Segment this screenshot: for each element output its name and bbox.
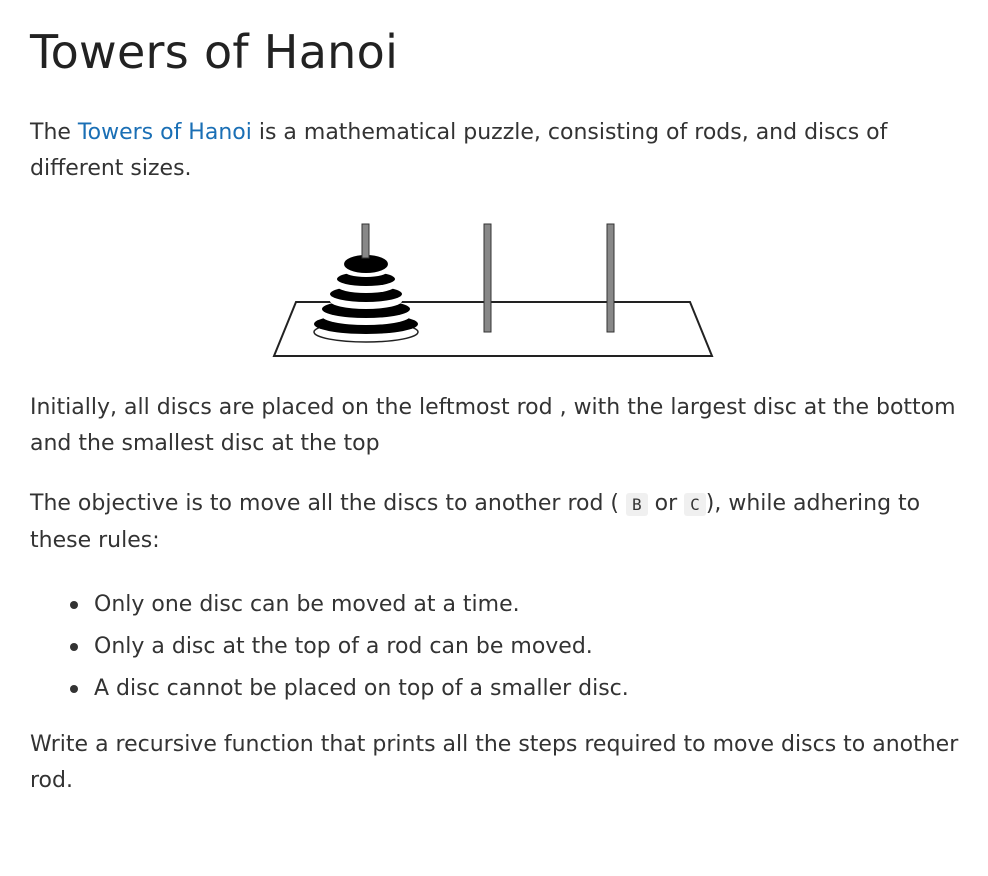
rules-list [70,584,629,710]
towers-of-hanoi-diagram [244,216,714,361]
intro-paragraph [30,115,970,187]
objective-prefix: The objective is to move all the discs to another rod ( [30,491,626,516]
objective-suffix: ), while adhering to these rules: [30,491,921,553]
rod-a-top [362,224,369,258]
rule-text: Only a disc at the top of a rod can be moved. [94,634,593,659]
intro-suffix: is a mathematical puzzle, consisting of rods, and discs of different sizes. [30,120,888,181]
rule-text: A disc cannot be placed on top of a smaller disc. [94,676,629,701]
bullet-icon [70,601,78,609]
disc-stack [314,224,418,342]
objective-middle: or [647,491,685,516]
initial-paragraph: Initially, all discs are placed on the leftmost rod , with the largest disc at the bottom and the smallest disc at the top [30,395,956,456]
bullet-icon [70,643,78,651]
objective-paragraph [30,486,970,559]
bullet-icon [70,685,78,693]
list-item [70,584,629,626]
rod-b [484,224,491,332]
rule-text: Only one disc can be moved at a time. [94,592,520,617]
task-paragraph: Write a recursive function that prints all the steps required to move discs to another rod. [30,732,959,793]
page-title: Towers of Hanoi [30,25,399,79]
towers-of-hanoi-link[interactable]: Towers of Hanoi [77,120,252,145]
intro-prefix: The [30,120,78,145]
rod-c-code: C [684,493,706,516]
rod-b-code: B [626,493,648,516]
rod-c [607,224,614,332]
list-item [70,668,629,710]
list-item [70,626,629,668]
